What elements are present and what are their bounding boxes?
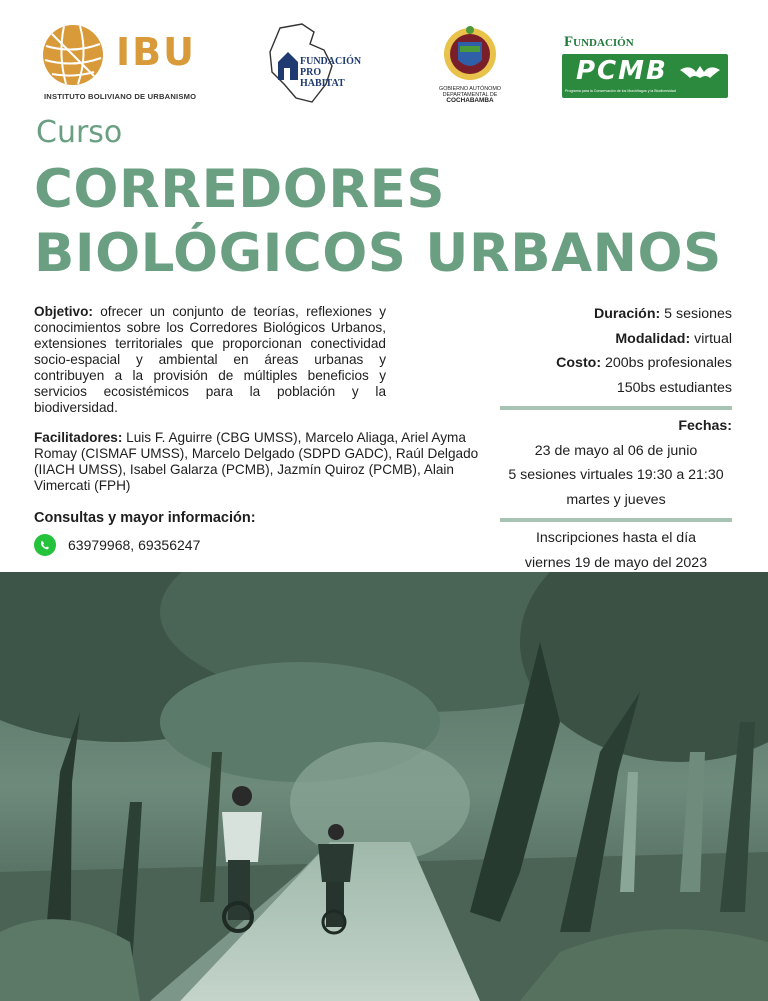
objective-label: Objetivo: bbox=[34, 304, 93, 319]
registration-line2: viernes 19 de mayo del 2023 bbox=[524, 554, 708, 571]
dates-label: Fechas: bbox=[678, 418, 732, 434]
cochabamba-name bbox=[430, 86, 510, 105]
ibu-subtitle: INSTITUTO BOLIVIANO DE URBANISMO bbox=[44, 92, 197, 101]
cost-label: Costo: bbox=[556, 355, 602, 371]
cochabamba-coat-of-arms-icon bbox=[442, 24, 498, 84]
dates-sessions: 5 sesiones virtuales 19:30 a 21:30 bbox=[508, 467, 724, 483]
contact-phones: 63979968, 69356247 bbox=[68, 537, 201, 553]
logo-bar bbox=[0, 0, 768, 115]
dates-days: martes y jueves bbox=[566, 491, 666, 508]
course-title-line2: BIOLÓGICOS URBANOS bbox=[34, 223, 722, 284]
park-path-photo bbox=[0, 572, 768, 1001]
pcmb-fundacion: Fundación bbox=[564, 34, 634, 50]
objective-text: ofrecer un conjunto de teorías, reflexiones y conocimientos sobre los Corredores Biológicos Urbanos, extensiones territoriales que proporcionan conectividad socio-espacial y ambiental en áreas urbanas y contribuyen a la provisión de múltiples beneficios y servicios ecosistémicos para la población y la biodiversidad. bbox=[34, 304, 386, 415]
pcmb-badge bbox=[562, 54, 728, 98]
dates-range: 23 de mayo al 06 de junio bbox=[534, 442, 698, 459]
modality-row bbox=[500, 327, 732, 352]
course-title-line1: CORREDORES bbox=[34, 159, 446, 220]
cochabamba-logo bbox=[430, 24, 510, 109]
pcmb-subtitle: Programa para la Conservación de los Murciélagos y la Biodiversidad bbox=[565, 89, 676, 93]
separator bbox=[500, 518, 732, 522]
prohabitat-logo bbox=[262, 22, 362, 107]
whatsapp-icon bbox=[34, 534, 56, 556]
course-description bbox=[34, 304, 489, 556]
cochabamba-line1: GOBIERNO AUTÓNOMO bbox=[439, 86, 501, 92]
bat-icon bbox=[680, 62, 720, 82]
course-kicker: Curso bbox=[36, 115, 123, 150]
modality-label: Modalidad: bbox=[615, 330, 691, 347]
course-title bbox=[34, 158, 722, 286]
facilitators-text: Luis F. Aguirre (CBG UMSS), Marcelo Aliaga, Ariel Ayma Romay (CISMAF UMSS), Marcelo Delgado (SDPD GADC), Raúl Delgado (IIACH UMSS), Isabel Galarza (PCMB), Jazmín Quiroz (PCMB), Alain Vimercati (FPH) bbox=[34, 430, 479, 493]
duration-value: 5 sesiones bbox=[660, 306, 732, 322]
objective-paragraph bbox=[34, 304, 386, 416]
pcmb-wordmark: PCMB bbox=[576, 56, 668, 86]
facilitators-label: Facilitadores: bbox=[34, 430, 123, 445]
cost-value: 200bs profesionales bbox=[601, 355, 732, 371]
cochabamba-line2: DEPARTAMENTAL DE bbox=[442, 92, 498, 99]
cyclists-tree-path-image bbox=[0, 572, 768, 1001]
cost-students-row: 150bs estudiantes bbox=[616, 379, 732, 396]
dates-row bbox=[500, 414, 732, 439]
modality-value: virtual bbox=[690, 330, 732, 347]
separator bbox=[500, 406, 732, 410]
cost-row bbox=[500, 351, 732, 376]
ibu-logo bbox=[40, 22, 240, 107]
cochabamba-line3: COCHABAMBA bbox=[446, 97, 494, 105]
contact-heading: Consultas y mayor información: bbox=[34, 510, 256, 526]
registration-line1: Inscripciones hasta el día bbox=[535, 530, 697, 546]
contact-phone-row bbox=[34, 534, 489, 556]
duration-label: Duración: bbox=[594, 306, 661, 322]
ibu-wordmark: IBU bbox=[116, 30, 196, 74]
duration-row bbox=[500, 302, 732, 327]
facilitators-paragraph bbox=[34, 430, 489, 494]
prohabitat-name: FUNDACIÓN PRO HABITAT bbox=[300, 56, 362, 89]
pcmb-logo bbox=[560, 34, 730, 102]
course-details bbox=[500, 302, 732, 575]
ibu-globe-icon bbox=[42, 24, 104, 86]
